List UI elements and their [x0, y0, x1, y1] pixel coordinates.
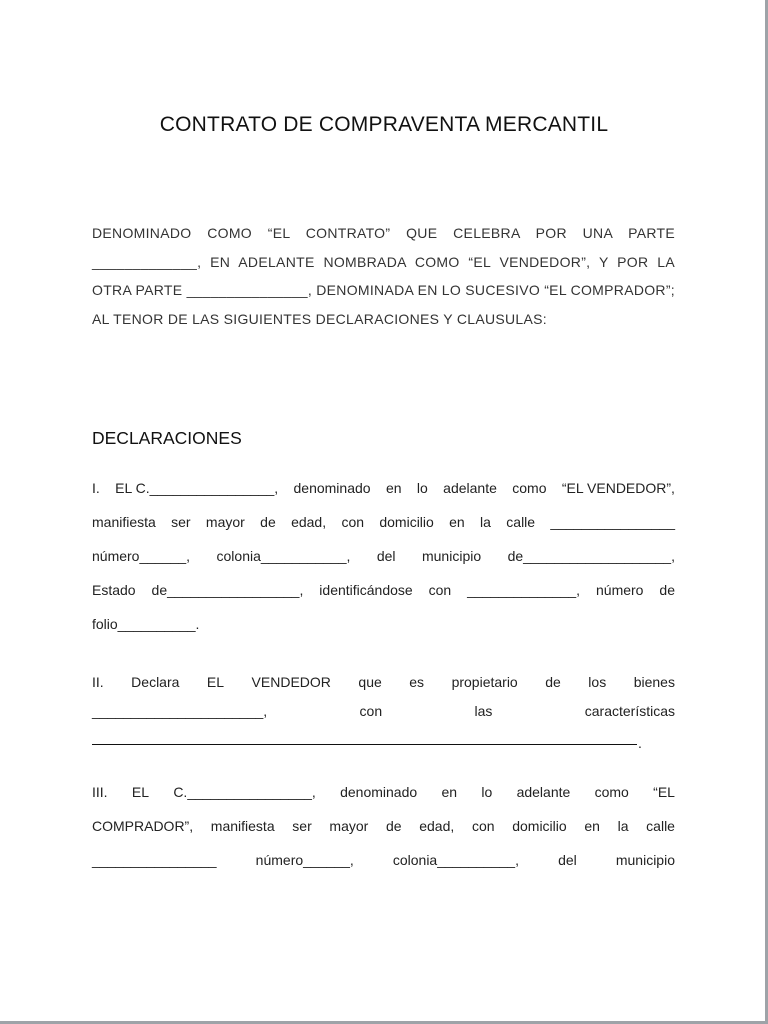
word: en — [441, 784, 458, 800]
word: de — [545, 674, 561, 690]
word: manifiesta — [92, 514, 156, 530]
declaracion-3-line-2 — [92, 816, 675, 836]
word: número — [596, 582, 644, 598]
word: manifiesta — [210, 818, 275, 834]
word: “EL VENDEDOR”, — [561, 480, 675, 496]
word: ser — [292, 818, 312, 834]
word: denominado — [293, 480, 371, 496]
word: de — [659, 582, 675, 598]
word: de___________________, — [507, 548, 675, 564]
word: mayor — [205, 514, 245, 530]
word: III. — [92, 784, 108, 800]
word: Estado — [92, 582, 136, 598]
word: de — [260, 514, 276, 530]
word: lo — [416, 480, 428, 496]
declaracion-3-line-1 — [92, 782, 675, 802]
word: número______, — [255, 852, 354, 868]
declaracion-1-line-3 — [92, 546, 675, 566]
word: edad, — [291, 514, 327, 530]
word: domicilio — [512, 818, 567, 834]
word: colonia__________, — [392, 852, 519, 868]
word: con — [428, 582, 452, 598]
declaracion-1-line-4 — [92, 580, 675, 600]
word: la — [480, 514, 491, 530]
word: ______________________, — [92, 703, 268, 719]
word: como — [594, 784, 629, 800]
word: características — [584, 703, 675, 719]
word: C.________________, — [173, 784, 316, 800]
word: ser — [171, 514, 191, 530]
word: del — [376, 548, 396, 564]
word: Declara — [131, 674, 180, 690]
word: adelante — [516, 784, 571, 800]
word: I. — [92, 480, 100, 496]
word: las — [474, 703, 493, 719]
word: propietario — [451, 674, 518, 690]
word: de_________________, — [151, 582, 304, 598]
word: como — [512, 480, 547, 496]
characteristics-blank-rule — [92, 744, 637, 745]
word: es — [409, 674, 425, 690]
declaracion-1-line-2 — [92, 512, 675, 532]
declaracion-2-line-1 — [92, 672, 675, 692]
word: VENDEDOR — [251, 674, 331, 690]
word: ______________, — [467, 582, 581, 598]
characteristics-rule-end: . — [638, 735, 642, 751]
word: los — [588, 674, 607, 690]
word: la — [617, 818, 629, 834]
word: COMPRADOR”, — [92, 818, 194, 834]
word: EL — [131, 784, 149, 800]
word: en — [584, 818, 600, 834]
word: adelante — [443, 480, 497, 496]
word: “EL — [653, 784, 675, 800]
word: en — [385, 480, 402, 496]
word: con — [359, 703, 383, 719]
word: en — [449, 514, 465, 530]
word: municipio — [421, 548, 482, 564]
document-title: CONTRATO DE COMPRAVENTA MERCANTIL — [159, 113, 609, 136]
word: domicilio — [379, 514, 434, 530]
word: lo — [481, 784, 493, 800]
word: identificándose — [319, 582, 413, 598]
word: con — [471, 818, 495, 834]
word: de — [385, 818, 402, 834]
word: del — [558, 852, 577, 868]
declaracion-1-line-1 — [92, 478, 675, 498]
word: ________________ — [550, 514, 675, 530]
word: colonia___________, — [216, 548, 351, 564]
declaracion-3-line-3 — [92, 850, 675, 870]
word: municipio — [615, 852, 675, 868]
declaraciones-heading: DECLARACIONES — [92, 428, 242, 448]
word: calle — [506, 514, 536, 530]
intro-paragraph: DENOMINADO COMO “EL CONTRATO” QUE CELEBRA POR UNA PARTE _____________, EN ADELANTE NOMBRADA COMO “EL VENDEDOR”, Y POR LA OTRA PARTE _______________, DENOMINADA EN LO SUCESIVO “EL COMPRADOR”; AL TENOR DE LAS SIGUIENTES DECLARACIONES Y CLAUSULAS: — [92, 225, 675, 327]
word: ________________ — [92, 852, 217, 868]
word: EL C.________________, — [115, 480, 279, 496]
word: edad, — [419, 818, 455, 834]
word: denominado — [340, 784, 418, 800]
word: bienes — [633, 674, 675, 690]
word: que — [358, 674, 382, 690]
declaracion-1-line-5: folio__________. — [92, 616, 200, 632]
word: II. — [92, 674, 104, 690]
word: número______, — [92, 548, 191, 564]
declaracion-2-line-2 — [92, 701, 675, 721]
word: EL — [206, 674, 225, 690]
word: calle — [646, 818, 675, 834]
word: mayor — [329, 818, 369, 834]
word: con — [341, 514, 365, 530]
